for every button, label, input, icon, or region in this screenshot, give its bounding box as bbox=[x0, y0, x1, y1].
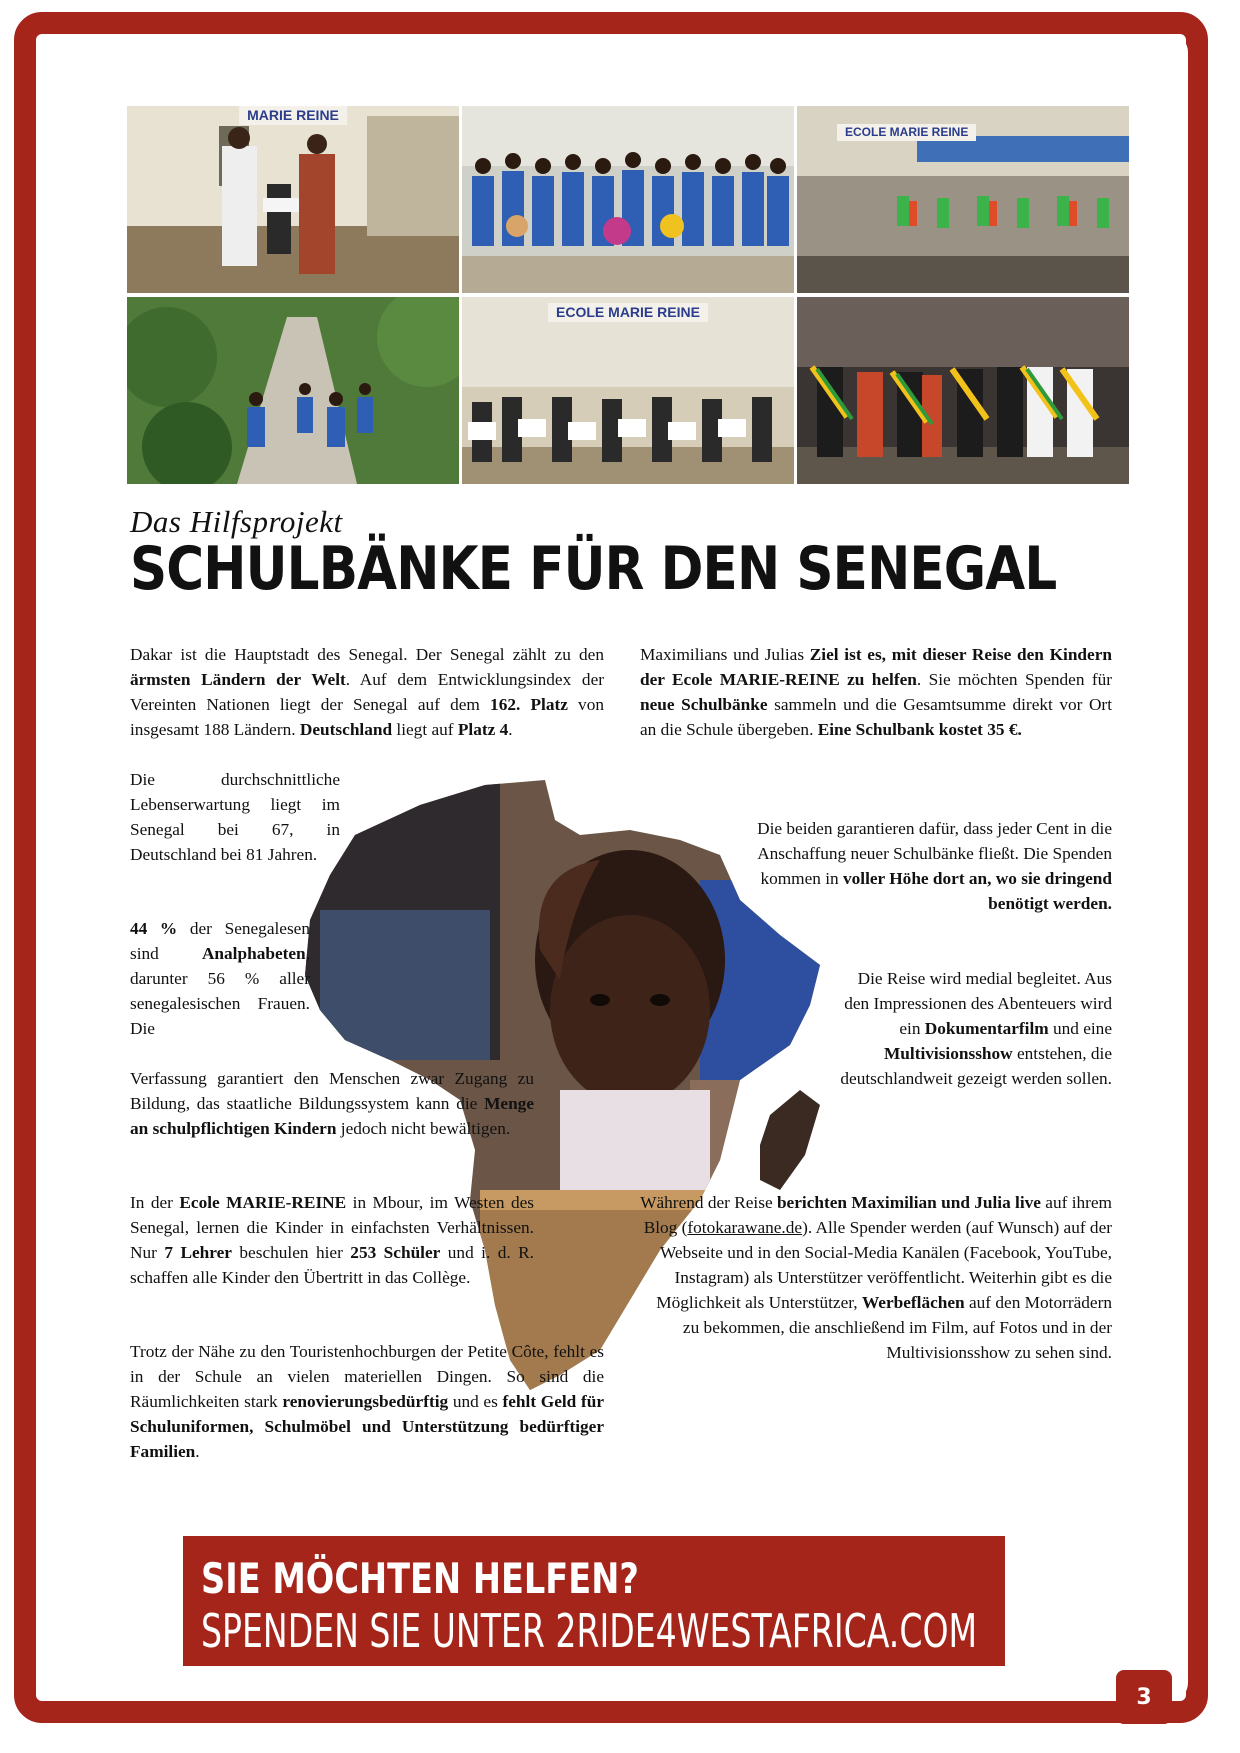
paragraph-literacy: 44 % der Senegalesen sind Analphabeten, darunter 56 % aller senegalesischen Frauen. Die bbox=[130, 919, 310, 1038]
photo-collage bbox=[127, 106, 1129, 484]
paragraph-goal: Maximilians und Julias Ziel ist es, mit dieser Reise den Kindern der Ecole MARIE-REINE zu helfen. Sie möchten Spenden für neue Schulbänke sammeln und die Gesamtsumme direkt vor Ort an die Schule übergeben. Eine Schulbank kostet 35 €. bbox=[640, 645, 1112, 739]
paragraph-dakar: Dakar ist die Hauptstadt des Senegal. Der Senegal zählt zu den ärmsten Ländern der Welt. Auf dem Entwicklungsindex der Vereinten Nationen liegt der Senegal auf dem 162. Platz von insgesamt 188 Ländern. Deutschland liegt auf Platz 4. bbox=[130, 645, 604, 739]
photo-children-toys bbox=[462, 106, 794, 293]
paragraph-blog: Während der Reise berichten Maximilian und Julia live auf ihrem Blog (fotokarawane.de). Alle Spender werden (auf Wunsch) auf der Webseite und in den Social-Media Kanälen (Facebook, YouTube, Instagram) als Unterstützer veröffentlicht. Weiterhin gibt es die Möglichkeit als Unterstützer, Werbeflächen auf den Motorrädern zu bekommen, die anschließend im Film, auf Fotos und in der Multivisionsshow zu sehen sind. bbox=[640, 1193, 1112, 1362]
school-sign: ECOLE MARIE REINE bbox=[837, 124, 976, 141]
cta-heading: SIE MÖCHTEN HELFEN? bbox=[201, 1554, 639, 1603]
photo-garden-path bbox=[127, 297, 459, 484]
school-sign: ECOLE MARIE REINE bbox=[548, 303, 708, 322]
page-number: 3 bbox=[1116, 1670, 1172, 1724]
paragraph-school: In der Ecole MARIE-REINE in Mbour, im Westen des Senegal, lernen die Kinder in einfachsten Verhältnissen. Nur 7 Lehrer beschulen hier 253 Schüler und i. d. R. schaffen alle Kinder den Übertritt in das Collège. bbox=[130, 1193, 535, 1287]
paragraph-guarantee: Die beiden garantieren dafür, dass jeder Cent in die Anschaffung neuer Schulbänke fließt. Die Spenden kommen in voller Höhe dort an, wo sie dringend benötigt werden. bbox=[757, 819, 1112, 913]
paragraph-life-expectancy: Die durchschnittliche Lebenserwartung liegt im Senegal bei 67, in Deutschland bei 81 Jahren. bbox=[130, 770, 340, 864]
cta-donation-link[interactable]: SPENDEN SIE UNTER 2RIDE4WESTAFRICA.COM bbox=[201, 1604, 978, 1658]
page-title: SCHULBÄNKE FÜR DEN SENEGAL bbox=[130, 534, 1057, 604]
donation-banner[interactable] bbox=[183, 1536, 1005, 1666]
photo-certificates bbox=[462, 297, 794, 484]
photo-handover bbox=[127, 106, 459, 293]
photo-ceremony bbox=[797, 297, 1129, 484]
blog-link[interactable]: fotokarawane.de bbox=[687, 1218, 803, 1237]
left-column bbox=[130, 642, 604, 742]
paragraph-education: Verfassung garantiert den Menschen zwar Zugang zu Bildung, das staatliche Bildungssystem kann die Menge an schulpflichtigen Kindern jedoch nicht bewältigen. bbox=[130, 1069, 534, 1138]
kicker-title: Das Hilfsprojekt bbox=[130, 504, 343, 539]
school-sign: MARIE REINE bbox=[239, 106, 347, 125]
photo-dance bbox=[797, 106, 1129, 293]
paragraph-media: Die Reise wird medial begleitet. Aus den Impressionen des Abenteuers wird ein Dokumentarfilm und eine Multivisionsshow entstehen, die deutschlandweit gezeigt werden sollen. bbox=[840, 969, 1112, 1088]
paragraph-needs: Trotz der Nähe zu den Touristenhochburgen der Petite Côte, fehlt es in der Schule an vielen materiellen Dingen. So sind die Räumlichkeiten stark renovierungsbedürftig und es fehlt Geld für Schuluniformen, Schulmöbel und Unterstützung bedürftiger Familien. bbox=[130, 1342, 605, 1461]
